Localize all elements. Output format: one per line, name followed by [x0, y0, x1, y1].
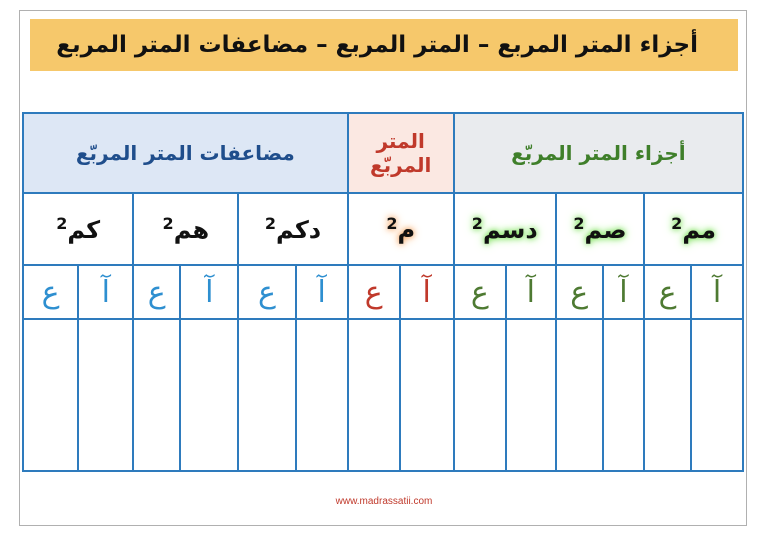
empty-cell: [506, 319, 556, 471]
empty-cell: [603, 319, 645, 471]
header-multiples-label: مضاعفات المتر المربّع: [75, 141, 295, 165]
subcol-a: آ: [400, 265, 454, 319]
footer-website: [0, 496, 768, 507]
subcol-a: آ: [296, 265, 348, 319]
page-title: [30, 19, 738, 71]
subcol-ayn: ع: [133, 265, 180, 319]
empty-cell: [556, 319, 603, 471]
unit-square-kilometer: كم$^2$: [23, 193, 133, 265]
empty-cell: [180, 319, 238, 471]
footer-link-text: www.madrassatii.com: [335, 496, 433, 507]
conversion-table: [22, 112, 744, 472]
empty-cell: [691, 319, 743, 471]
empty-cell: [348, 319, 400, 471]
empty-cell: [78, 319, 133, 471]
subcol-ayn: ع: [238, 265, 295, 319]
header-multiples-of-square-meter: [23, 113, 348, 193]
subcol-a: آ: [691, 265, 743, 319]
empty-cell: [400, 319, 454, 471]
header-parts-label: أجزاء المتر المربّع: [511, 141, 686, 165]
subcol-a: آ: [180, 265, 238, 319]
unit-square-millimeter: مم$^2$: [644, 193, 743, 265]
subcol-ayn: ع: [644, 265, 691, 319]
subcol-ayn: ع: [23, 265, 78, 319]
unit-square-meter: م$^2$: [348, 193, 454, 265]
subcol-a: آ: [603, 265, 645, 319]
subcol-ayn: ع: [454, 265, 506, 319]
header-parts-of-square-meter: [454, 113, 743, 193]
subcol-a: آ: [78, 265, 133, 319]
unit-square-hectometer: هم$^2$: [133, 193, 238, 265]
empty-cell: [296, 319, 348, 471]
empty-cell: [644, 319, 691, 471]
page-title-text: أجزاء المتر المربع – المتر المربع – مضاعفات المتر المربع: [56, 32, 698, 58]
empty-cell: [23, 319, 78, 471]
unit-square-decimeter: دسم$^2$: [454, 193, 556, 265]
header-square-meter: [348, 113, 454, 193]
unit-square-centimeter: صم$^2$: [556, 193, 644, 265]
empty-cell: [133, 319, 180, 471]
empty-cell: [238, 319, 295, 471]
subcol-ayn: ع: [556, 265, 603, 319]
subcol-a: آ: [506, 265, 556, 319]
empty-cell: [454, 319, 506, 471]
header-square-meter-label: المتر المربّع: [369, 129, 432, 177]
unit-square-decameter: دكم$^2$: [238, 193, 347, 265]
subcol-ayn: ع: [348, 265, 400, 319]
